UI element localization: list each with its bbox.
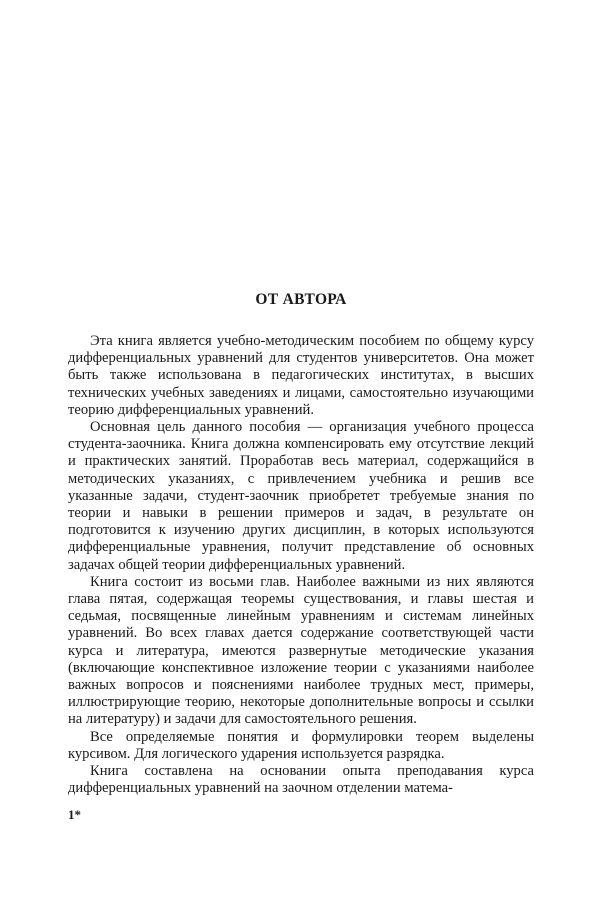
paragraph-structure: Книга состоит из восьми глав. Наиболее важными из них являются глава пятая, содержащая теоремы существования, и главы шестая и седьмая, посвященные линейным уравнениям и системам линейных уравнений. Во всех главах дается содержание соответствующей части курса и литература, имеются развернутые методические указания (включающие конспективное изложение теории с указаниями наиболее важных вопросов и пояснениями наиболее трудных мест, примеры, иллюстрирующие теорию, некоторые дополнительные вопросы и ссылки на литературу) и задачи для самостоятельного решения. bbox=[68, 573, 534, 728]
paragraph-goal: Основная цель данного пособия — организация учебного процесса студента-заочника. Книга должна компенсировать ему отсутствие лекций и практических занятий. Проработав весь материал, содержащийся в методических указаниях, с привлечением учебника и решив все указанные задачи, студент-заочник приобретет требуемые знания по теории и навыки в решении примеров и задач, в результате он подготовится к изучению других дисциплин, в которых используются дифференциальные уравнения, получит представление об основных задачах общей теории дифференциальных уравнений. bbox=[68, 419, 534, 573]
signature-mark: 1* bbox=[68, 807, 81, 822]
paragraph-purpose: Эта книга является учебно-методическим пособием по общему курсу дифференциальных уравнений для студентов университетов. Она может быть также использована в педагогических институтах, в высших технических учебных заведениях и лицами, самостоятельно изучающими теорию дифференциальных уравнений. bbox=[68, 333, 534, 418]
body-text bbox=[68, 333, 534, 797]
paragraph-typography: Все определяемые понятия и формулировки теорем выделены курсивом. Для логического ударения используется разрядка. bbox=[68, 728, 534, 762]
paragraph-experience: Книга составлена на основании опыта преподавания курса дифференциальных уравнений на заочном отделении матема- bbox=[68, 763, 534, 797]
chapter-heading: ОТ АВТОРА bbox=[255, 291, 347, 308]
